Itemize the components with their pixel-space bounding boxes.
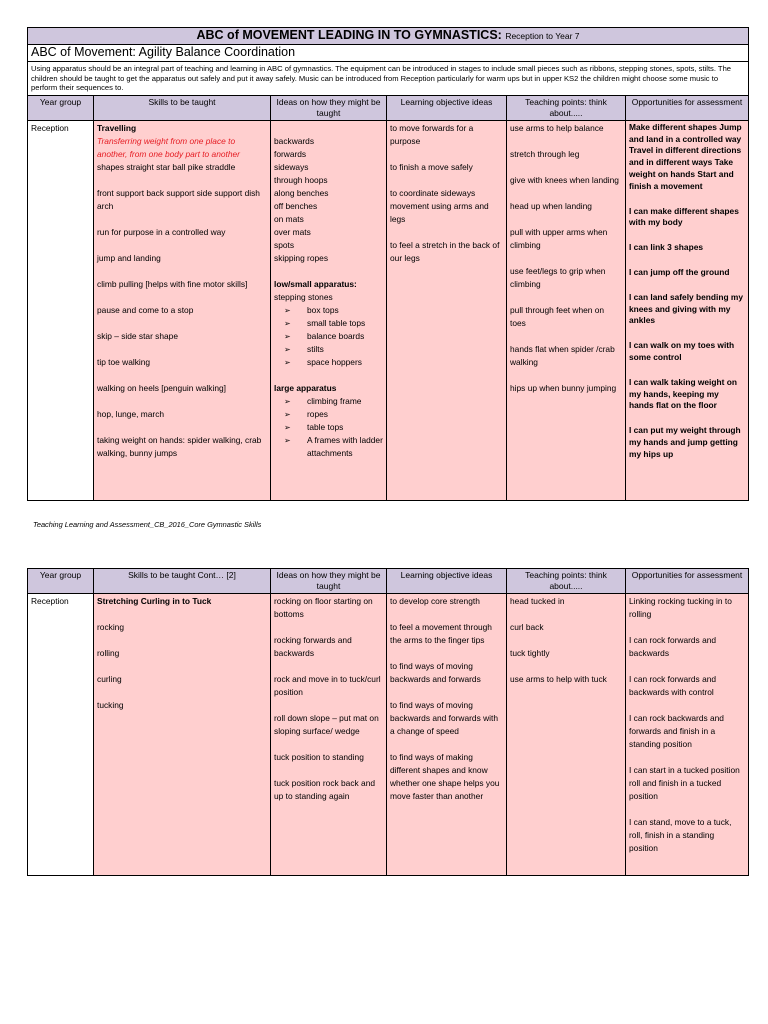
idea-item: tuck position rock back and up to standing again xyxy=(274,778,376,801)
idea-item: rock and move in to tuck/curl position xyxy=(274,674,381,697)
assessment-item: I can stand, move to a tuck, roll, finish in a standing position xyxy=(629,817,732,853)
idea-item: rocking on floor starting on bottoms xyxy=(274,596,373,619)
idea-item: rocking forwards and backwards xyxy=(274,635,352,658)
gymnastics-table-2 xyxy=(27,568,749,876)
header-objectives: Learning objective ideas xyxy=(387,569,507,594)
gymnastics-table-1 xyxy=(27,27,749,501)
idea-item: off benches xyxy=(274,200,318,211)
assessment-bold-list: Make different shapes Jump and land in a controlled way Travel in different directions and in different ways Take weight on hands Start and finish a movement xyxy=(629,121,742,191)
ideas-cell xyxy=(271,594,387,876)
idea-item: through hoops xyxy=(274,174,328,185)
list-item: ➢ ropes xyxy=(284,408,383,421)
header-skills: Skills to be taught xyxy=(94,95,271,120)
small-apparatus-intro: stepping stones xyxy=(274,291,333,302)
skill-item: run for purpose in a controlled way xyxy=(97,226,226,237)
idea-item: forwards xyxy=(274,148,307,159)
header-year-group: Year group xyxy=(28,569,94,594)
point-item: stretch through leg xyxy=(510,148,580,159)
point-item: curl back xyxy=(510,622,544,632)
point-item: tuck tightly xyxy=(510,648,550,658)
list-item: ➢ A frames with ladder attachments xyxy=(284,434,383,460)
list-item: ➢ climbing frame xyxy=(284,395,383,408)
point-item: use feet/legs to grip when climbing xyxy=(510,265,606,289)
header-assessment: Opportunities for assessment xyxy=(626,569,749,594)
assessment-cell xyxy=(626,120,749,500)
large-apparatus-list xyxy=(274,395,383,460)
skill-item: walking on heels [penguin walking] xyxy=(97,382,226,393)
assessment-item: I can rock forwards and backwards xyxy=(629,635,717,658)
idea-item: sideways xyxy=(274,161,309,172)
assessment-item: I can link 3 shapes xyxy=(629,242,704,253)
point-item: use arms to help with tuck xyxy=(510,674,607,684)
skill-item: rocking xyxy=(97,622,124,632)
skill-item: rolling xyxy=(97,648,120,658)
skill-item: climb pulling [helps with fine motor skills] xyxy=(97,278,248,289)
objective-item: to move forwards for a purpose xyxy=(390,122,474,146)
header-objectives: Learning objective ideas xyxy=(387,95,507,120)
skills-heading: Travelling xyxy=(97,122,137,133)
point-item: give with knees when landing xyxy=(510,174,619,185)
header-year-group: Year group xyxy=(28,95,94,120)
objective-item: to develop core strength xyxy=(390,596,480,606)
assessment-cell xyxy=(626,594,749,876)
skill-item: taking weight on hands: spider walking, crab walking, bunny jumps xyxy=(97,434,262,458)
skills-cell xyxy=(94,594,271,876)
year-group-cell: Reception xyxy=(28,594,94,876)
list-item: ➢ small table tops xyxy=(284,317,383,330)
skill-item: shapes straight star ball pike straddle xyxy=(97,161,236,172)
point-item: pull through feet when on toes xyxy=(510,304,605,328)
header-teaching-points: Teaching points: think about..... xyxy=(507,95,626,120)
header-ideas: Ideas on how they might be taught xyxy=(271,95,387,120)
idea-item: backwards xyxy=(274,135,315,146)
small-apparatus-heading: low/small apparatus: xyxy=(274,278,357,289)
list-item: ➢ balance boards xyxy=(284,330,383,343)
document-footer: Teaching Learning and Assessment_CB_2016_Core Gymnastic Skills xyxy=(33,520,262,529)
idea-item: spots xyxy=(274,239,295,250)
skill-item: skip – side star shape xyxy=(97,330,179,341)
assessment-item: I can start in a tucked position roll and finish in a tucked position xyxy=(629,765,740,801)
assessment-item: I can land safely bending my knees and giving with my ankles xyxy=(629,291,744,326)
objective-item: to feel a stretch in the back of our legs xyxy=(390,239,500,263)
point-item: head up when landing xyxy=(510,200,592,211)
header-assessment: Opportunities for assessment xyxy=(626,95,749,120)
list-item: ➢ table tops xyxy=(284,421,383,434)
header-teaching-points: Teaching points: think about..... xyxy=(507,569,626,594)
objectives-cell xyxy=(387,120,507,500)
objective-item: to find ways of making different shapes and know whether one shape helps you move faster than another xyxy=(390,752,500,801)
idea-item: skipping ropes xyxy=(274,252,329,263)
list-item: ➢ stilts xyxy=(284,343,383,356)
point-item: use arms to help balance xyxy=(510,122,604,133)
assessment-item: I can walk taking weight on my hands, keeping my hands flat on the floor xyxy=(629,376,737,411)
header-skills: Skills to be taught Cont… [2] xyxy=(94,569,271,594)
objective-item: to find ways of moving backwards and forwards with a change of speed xyxy=(390,700,498,736)
skill-item: tucking xyxy=(97,700,124,710)
idea-item: over mats xyxy=(274,226,311,237)
small-apparatus-list xyxy=(274,304,383,369)
ideas-cell xyxy=(271,120,387,500)
assessment-item: I can make different shapes with my body xyxy=(629,205,739,228)
document-subtitle: ABC of Movement: Agility Balance Coordination xyxy=(28,45,749,62)
skill-item: pause and come to a stop xyxy=(97,304,194,315)
title-main: ABC of MOVEMENT LEADING IN TO GYMNASTICS: xyxy=(196,28,502,42)
skill-item: jump and landing xyxy=(97,252,161,263)
objective-item: to find ways of moving backwards and forwards xyxy=(390,661,481,684)
title-sub: Reception to Year 7 xyxy=(505,31,580,41)
assessment-item: I can jump off the ground xyxy=(629,266,730,277)
idea-item: roll down slope – put mat on sloping surface/ wedge xyxy=(274,713,379,736)
objective-item: to coordinate sideways movement using arms and legs xyxy=(390,187,489,224)
assessment-item: I can rock backwards and forwards and finish in a standing position xyxy=(629,713,724,749)
skills-red-note: Transferring weight from one place to another, from one body part to another xyxy=(97,135,240,159)
skill-item: hop, lunge, march xyxy=(97,408,165,419)
point-item: head tucked in xyxy=(510,596,565,606)
skills-cell xyxy=(94,120,271,500)
teaching-points-cell xyxy=(507,120,626,500)
document-title xyxy=(28,28,749,45)
idea-item: along benches xyxy=(274,187,329,198)
assessment-item: I can put my weight through my hands and jump getting my hips up xyxy=(629,425,741,459)
header-ideas: Ideas on how they might be taught xyxy=(271,569,387,594)
list-item: ➢ space hoppers xyxy=(284,356,383,369)
teaching-points-cell xyxy=(507,594,626,876)
list-item: ➢ box tops xyxy=(284,304,383,317)
skill-item: curling xyxy=(97,674,122,684)
large-apparatus-heading: large apparatus xyxy=(274,382,337,393)
year-group-cell: Reception xyxy=(28,120,94,500)
assessment-item: I can walk on my toes with some control xyxy=(629,340,735,362)
point-item: hands flat when spider /crab walking xyxy=(510,343,615,367)
assessment-item: I can rock forwards and backwards with control xyxy=(629,674,717,697)
objective-item: to finish a move safely xyxy=(390,161,473,172)
idea-item: tuck position to standing xyxy=(274,752,364,762)
point-item: hips up when bunny jumping xyxy=(510,382,617,393)
idea-item: on mats xyxy=(274,213,304,224)
skill-item: tip toe walking xyxy=(97,356,151,367)
skills-heading: Stretching Curling in to Tuck xyxy=(97,596,212,606)
skill-item: front support back support side support dish arch xyxy=(97,187,260,211)
objectives-cell xyxy=(387,594,507,876)
intro-paragraph: Using apparatus should be an integral part of teaching and learning in ABC of gymnastics. The equipment can be introduced in stages to include small pieces such as ribbons, stepping stones, spots, stilts. The children should be taught to get the apparatus out safely and put it away safely. Music can be introduced from Reception particularly for warm ups but in upper KS2 the children might choose some music to perform their sequences to. xyxy=(28,62,749,96)
assessment-item: Linking rocking tucking in to rolling xyxy=(629,596,732,619)
objective-item: to feel a movement through the arms to the finger tips xyxy=(390,622,492,645)
point-item: pull with upper arms when climbing xyxy=(510,226,608,250)
